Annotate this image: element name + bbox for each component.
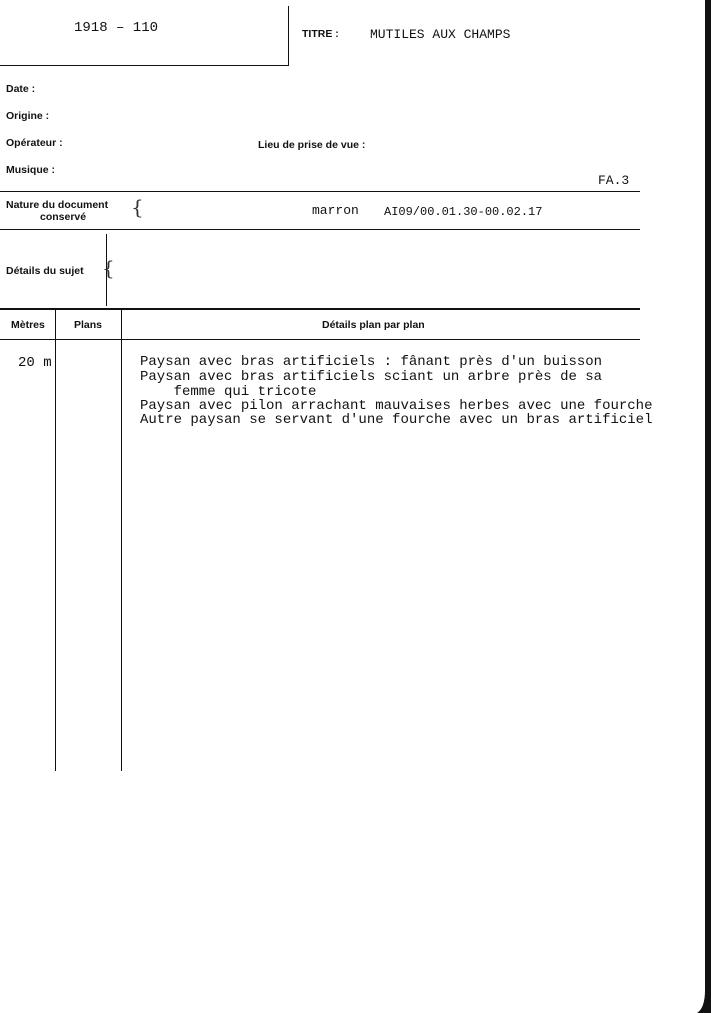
col-header-metres: Mètres: [11, 319, 45, 331]
col-header-details: Détails plan par plan: [322, 319, 425, 331]
document-code: FA.3: [598, 173, 630, 188]
nature-brace: {: [131, 195, 144, 219]
table-top-rule: [0, 308, 640, 310]
reference-number: 1918 – 110: [74, 20, 159, 36]
table-header-rule: [0, 339, 640, 340]
musique-label: Musique :: [6, 164, 55, 176]
details-sujet-label: Détails du sujet: [6, 265, 84, 277]
scan-edge: [697, 0, 711, 1013]
header-box-bottom: [0, 65, 289, 66]
nature-bottom-rule: [0, 229, 640, 230]
titre-label: TITRE :: [302, 28, 339, 40]
nature-label-line1: Nature du document: [6, 199, 109, 211]
col-rule-metres: [55, 309, 56, 771]
nature-timecode: AI09/00.01.30-00.02.17: [384, 205, 543, 219]
plan-line: Paysan avec bras artificiels sciant un arbre près de sa: [140, 369, 603, 385]
plan-line: Paysan avec bras artificiels : fânant près d'un buisson: [140, 354, 603, 370]
plan-line: femme qui tricote: [140, 384, 317, 400]
plan-line: Autre paysan se servant d'une fourche avec un bras artificiel: [140, 412, 653, 428]
operateur-label: Opérateur :: [6, 137, 63, 149]
date-label: Date :: [6, 83, 36, 95]
col-rule-plans: [121, 309, 122, 771]
nature-top-rule: [0, 191, 640, 192]
nature-label-line2: conservé: [40, 211, 87, 223]
sujet-brace: {: [102, 256, 115, 280]
header-box-divider: [288, 6, 289, 66]
row-metres: 20 m: [18, 355, 52, 371]
titre-value: MUTILES AUX CHAMPS: [370, 27, 511, 42]
origine-label: Origine :: [6, 110, 50, 122]
lieu-label: Lieu de prise de vue :: [258, 139, 366, 151]
col-header-plans: Plans: [74, 319, 103, 331]
nature-value: marron: [312, 203, 359, 218]
plan-line: Paysan avec pilon arrachant mauvaises herbes avec une fourche: [140, 398, 653, 414]
